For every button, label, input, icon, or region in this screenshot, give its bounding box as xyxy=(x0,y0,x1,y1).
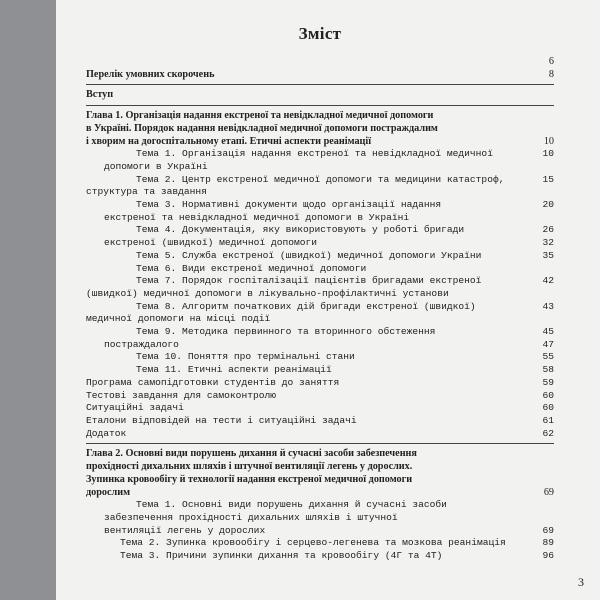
toc-topic: Тема 10. Поняття про термінальні стани 55 xyxy=(136,351,554,363)
toc-topic: Тема 1. Основні види порушень дихання й сучасні засоби xyxy=(136,499,447,511)
toc-topic: Тема 5. Служба екстреної (швидкої) медичної допомоги України 35 xyxy=(136,249,554,261)
toc-chapter: і хворим на догоспітальному етапі. Етичні аспекти реанімації 10 xyxy=(86,135,554,147)
toc-topic: Тема 7. Порядок госпіталізації пацієнтів бригадами екстреної 42 xyxy=(136,275,554,287)
separator-line xyxy=(86,84,554,85)
toc-topic: допомоги в Україні xyxy=(104,160,208,172)
toc-topic: Тема 1. Організація надання екстреної та невідкладної медичної 10 xyxy=(136,148,554,160)
toc-topic: Тема 4. Документація, яку використовують у роботі бригади 26 xyxy=(136,224,554,236)
toc-topic: Тема 2. Зупинка кровообігу і серцево-легенева та мозкова реанімація 89 xyxy=(120,537,554,549)
toc-topic: медичної допомоги на місці події xyxy=(86,313,271,325)
page-title: Зміст xyxy=(298,24,342,43)
toc-chapter: Глава 2. Основні види порушень дихання й сучасні засоби забезпечення xyxy=(86,448,417,460)
toc-chapter: Зупинка кровообігу й технології надання екстреної медичної допомоги xyxy=(86,473,413,485)
toc-topic: структура та завдання xyxy=(86,186,207,198)
page-number: 3 xyxy=(578,575,584,589)
toc-entry: Перелік умовних скорочень 8 xyxy=(86,68,554,80)
separator-line xyxy=(86,105,554,106)
toc-entry: Вступ xyxy=(86,89,114,101)
toc-entry: Тестові завдання для самоконтролю 60 xyxy=(86,389,554,401)
toc-chapter: прохідності дихальних шляхів і штучної вентиляції легень у дорослих. xyxy=(86,461,413,473)
toc-topic: екстреної (швидкої) медичної допомоги 32 xyxy=(104,237,554,249)
toc-topic: Тема 6. Види екстреної медичної допомоги xyxy=(136,262,367,274)
toc-entry: Програма самопідготовки студентів до заняття 59 xyxy=(86,376,554,388)
toc-entry: Додаток 62 xyxy=(86,427,554,439)
toc-chapter: дорослим 69 xyxy=(86,486,554,498)
toc-topic: Тема 9. Методика первинного та вторинного обстеження 45 xyxy=(136,326,554,338)
toc-entry: Еталони відповідей на тести і ситуаційні задачі 61 xyxy=(86,414,554,426)
toc-topic: Тема 3. Нормативні документи щодо організації надання 20 xyxy=(136,199,554,211)
toc-entry: 6 xyxy=(548,56,554,67)
toc-chapter: Глава 1. Організація надання екстреної та невідкладної медичної допомоги xyxy=(86,110,434,122)
table-of-contents xyxy=(86,24,554,563)
toc-topic: Тема 11. Етичні аспекти реанімації 58 xyxy=(136,364,554,376)
toc-chapter: в Україні. Порядок надання невідкладної медичної допомоги постраждалим xyxy=(86,122,438,134)
toc-topic: екстреної та невідкладної медичної допомоги в Україні xyxy=(104,211,410,223)
toc-topic: вентиляції легень у дорослих 69 xyxy=(104,524,554,536)
toc-topic: (швидкої) медичної допомоги в лікувально-профілактичні установи xyxy=(86,287,449,299)
toc-topic: постраждалого 47 xyxy=(104,338,554,350)
toc-topic: Тема 8. Алгоритм початкових дій бригади екстреної (швидкої) 43 xyxy=(136,300,554,312)
toc-topic: забезпечення прохідності дихальних шляхів і штучної xyxy=(104,511,398,523)
toc-topic: Тема 2. Центр екстреної медичної допомоги та медицини катастроф, 15 xyxy=(136,173,554,185)
separator-line xyxy=(86,443,554,444)
toc-entry: Ситуаційні задачі 60 xyxy=(86,402,554,414)
toc-topic: Тема 3. Причини зупинки дихання та кровообігу (4Г та 4Т) 96 xyxy=(120,550,554,562)
document-page xyxy=(56,0,600,600)
